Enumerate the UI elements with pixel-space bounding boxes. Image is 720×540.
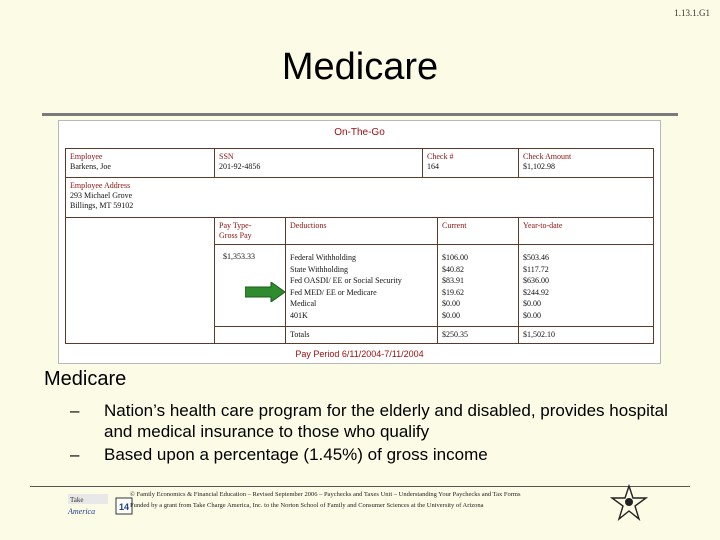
dash-icon: – xyxy=(70,445,80,464)
deduction-item: Federal Withholding xyxy=(290,253,356,262)
svg-text:14: 14 xyxy=(119,502,130,512)
pay-type-header xyxy=(214,217,286,245)
university-logo-icon xyxy=(610,484,648,524)
totals-ytd: $1,502.10 xyxy=(523,330,555,339)
green-arrow-icon xyxy=(245,282,285,302)
ytd-amount: $244.92 xyxy=(523,287,549,297)
employee-value: Barkens, Joe xyxy=(70,162,111,171)
totals-current: $250.35 xyxy=(442,330,468,339)
ytd-amount: $0.00 xyxy=(523,299,541,309)
ytd-amount: $117.72 xyxy=(523,264,549,274)
title-divider xyxy=(42,113,678,116)
bullet-text: Based upon a percentage (1.45%) of gross income xyxy=(104,445,488,464)
current-list-cell xyxy=(437,244,519,327)
ssn-label: SSN xyxy=(219,152,234,161)
employee-label: Employee xyxy=(70,152,103,161)
list-item xyxy=(70,444,670,465)
blank-left-cell xyxy=(65,217,215,344)
footer-line1: © Family Economics & Financial Education – Revised September 2006 – Paychecks and Taxes Unit – Understanding Your Paychecks and Tax Forms xyxy=(130,491,521,498)
gross-pay-value: $1,353.33 xyxy=(223,252,255,261)
slide-title: Medicare xyxy=(281,46,439,88)
check-amount-cell xyxy=(518,148,654,178)
footer xyxy=(130,489,610,511)
ytd-label: Year-to-date xyxy=(523,221,563,230)
check-amount-label: Check Amount xyxy=(523,152,572,161)
ytd-amount: $0.00 xyxy=(523,310,541,320)
dash-icon: – xyxy=(70,401,80,420)
footer-line2: Funded by a grant from Take Charge America, Inc. to the Norton School of Family and Consumer Sciences at the University of Arizona xyxy=(130,502,484,509)
current-amount: $19.62 xyxy=(442,287,464,297)
check-number-label: Check # xyxy=(427,152,454,161)
pay-period: Pay Period 6/11/2004-7/11/2004 xyxy=(295,349,424,359)
ssn-cell xyxy=(214,148,423,178)
deduction-item: Fed MED/ EE or Medicare xyxy=(290,287,377,297)
deduction-item: 401K xyxy=(290,310,308,320)
stub-header: On-The-Go xyxy=(334,127,385,138)
address-line2: Billings, MT 59102 xyxy=(70,201,134,210)
gross-pay-label: Gross Pay xyxy=(219,231,252,240)
current-amount: $0.00 xyxy=(442,299,460,309)
current-amount: $106.00 xyxy=(442,253,468,262)
take-charge-america-logo xyxy=(64,490,136,520)
ytd-amount: $636.00 xyxy=(523,276,549,286)
address-line1: 293 Michael Grove xyxy=(70,191,133,200)
svg-text:America: America xyxy=(68,507,96,516)
ytd-amount: $503.46 xyxy=(523,253,549,262)
check-amount-value: $1,102.98 xyxy=(523,162,555,171)
svg-text:Take: Take xyxy=(70,496,84,504)
deductions-list-cell xyxy=(285,244,438,327)
totals-current-cell xyxy=(437,326,519,344)
bullet-list xyxy=(70,400,670,467)
bullet-heading: Medicare xyxy=(44,368,127,390)
current-amount: $0.00 xyxy=(442,310,460,320)
address-cell xyxy=(65,177,654,218)
deductions-label: Deductions xyxy=(290,221,327,230)
bullet-text: Nation’s health care program for the elderly and disabled, provides hospital and medical insurance to those who qualify xyxy=(104,401,668,441)
list-item xyxy=(70,400,670,442)
totals-spacer xyxy=(214,326,286,344)
current-amount: $83.91 xyxy=(442,276,464,286)
footer-divider xyxy=(30,486,690,487)
check-number-value: 164 xyxy=(427,162,439,171)
slide-number: 1.13.1.G1 xyxy=(674,8,710,18)
employee-cell xyxy=(65,148,215,178)
current-amount: $40.82 xyxy=(442,264,464,274)
current-label: Current xyxy=(442,221,467,230)
ssn-value: 201-92-4856 xyxy=(219,162,261,171)
totals-ytd-cell xyxy=(518,326,654,344)
ytd-list-cell xyxy=(518,244,654,327)
current-header xyxy=(437,217,519,245)
pay-type-label: Pay Type- xyxy=(219,221,252,230)
check-number-cell xyxy=(422,148,519,178)
deduction-item: State Withholding xyxy=(290,264,348,274)
deduction-item: Medical xyxy=(290,299,317,309)
totals-label-cell xyxy=(285,326,438,344)
address-label: Employee Address xyxy=(70,181,131,190)
deduction-item: Fed OASDI/ EE or Social Security xyxy=(290,276,402,286)
ytd-header xyxy=(518,217,654,245)
totals-label: Totals xyxy=(290,330,310,339)
deductions-header xyxy=(285,217,438,245)
pay-stub xyxy=(58,120,661,364)
